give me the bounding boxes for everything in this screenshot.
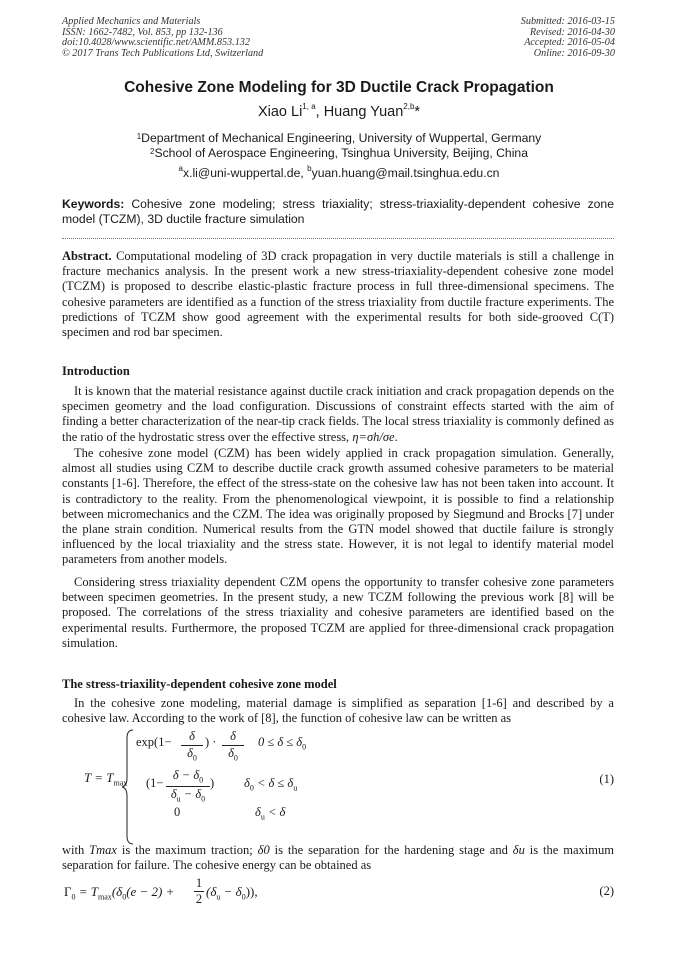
affiliation-1 (0, 131, 678, 146)
section-2-paragraph-1: In the cohesive zone modeling, material damage is simplified as separation [1-6] and described by a cohesive law. According to the work of [8], the function of cohesive law can be written as (62, 696, 614, 726)
eq2-rest (206, 884, 258, 902)
eq1-frac1-den: δ (187, 746, 193, 760)
intro-paragraph-3: Considering stress triaxiality dependent CZM opens the opportunity to transfer cohesive zone parameters between specimen geometries. In the present study, a new TCZM following the previous work [8] will be proposed. The correlations of the stress triaxiality and cohesive parameters are identified based on the experimental results. Furthermore, the proposed TCZM are applied for three-dimensional crack propagation simulation. (62, 575, 614, 650)
affiliation-2 (0, 146, 678, 161)
eq1-case2-close: ) (210, 776, 215, 790)
eq2-half-num: 1 (195, 876, 203, 890)
email-b-sup: b (307, 164, 312, 173)
s2p2-d0: δ0 (257, 843, 270, 857)
eq1-brace (120, 728, 136, 846)
email-a-sup: a (178, 164, 183, 173)
eq2-body-b: (e − 2) + (126, 884, 175, 899)
divider (62, 238, 614, 239)
eq1-case2-den-minus: − δ (180, 786, 202, 801)
eq1-case1-exp: exp(1− (136, 735, 172, 749)
intro-p1-text: It is known that the material resistance against ductile crack initiation and crack propagation depends on the specimen geometry and the load configuration. Discussions of constraint effects started with the aim of finding a better characterization of the near-tip crack fields. The local stress triaxiality is commonly defined as the ratio of the hydrostatic stress over the effective stress, (62, 384, 614, 444)
s2p2-tmax: Tmax (89, 843, 117, 857)
affiliations (0, 131, 678, 161)
copyright: © 2017 Trans Tech Publications Ltd, Switzerland (62, 47, 264, 59)
eq1-frac2-den: δ (228, 746, 234, 760)
eq1-case2-frac (166, 768, 210, 803)
emails (0, 166, 678, 180)
introduction-heading: Introduction (62, 364, 130, 378)
author-2-sup: 2,b (403, 102, 415, 111)
intro-paragraph-2: The cohesive zone model (CZM) has been widely applied in crack propagation simulation. Generally, almost all studies using CZM to describe ductile crack growth assumed cohesive parameters to be material constants [1-6]. Therefore, the effect of the stress-state on the cohesive law has not been taken into account. It is contradictory to the reality. From the phenomenological viewpoint, it is possible to find a relationship between micromechanics and the CZM. The idea was originally proposed by Siegmund and Brocks [7] under the plane strain condition. Numerical results from the GTN model showed that ductile failure is strongly influenced by the local triaxiality and the stress state. However, it is not legal to identify material model parameters from another models. (62, 446, 614, 567)
eq1-case2-cond (244, 776, 297, 793)
section-2-paragraph-2 (62, 843, 614, 873)
eq2-body-d-sub: 0 (241, 892, 246, 902)
dates-info (395, 17, 615, 59)
section-2-heading: The stress-triaxility-dependent cohesive zone model (62, 677, 337, 691)
eq1-case3-expr: 0 (174, 805, 181, 819)
doi[interactable]: doi:10.4028/www.scientific.net/AMM.853.132 (62, 37, 250, 48)
accepted-date: Accepted: 2016-05-04 (524, 37, 615, 48)
online-date: Online: 2016-09-30 (533, 47, 615, 59)
triaxiality-formula: η=σh/σe (352, 429, 395, 444)
eq2-half (194, 876, 204, 907)
eq1-case2-expr: (1− (146, 776, 164, 790)
eq1-case2-cond-d: δ (244, 776, 250, 790)
eq1-case2-den-u: u (176, 794, 181, 803)
eq1-case1-frac2 (222, 729, 244, 763)
keywords-text: Cohesive zone modeling; stress triaxiality; stress-triaxiality-dependent cohesive zone model (TCZM), 3D ductile fracture simulation (62, 197, 614, 226)
eq1-case2-cond-subu: u (293, 783, 298, 793)
authors (0, 104, 678, 120)
affiliation-2-sup: 2 (150, 147, 155, 156)
intro-p1-end: . (394, 429, 398, 444)
eq1-case2-num: δ − δ (172, 768, 200, 782)
eq1-case1-cond (258, 735, 306, 752)
abstract (62, 249, 614, 340)
eq1-case2-cond-sub0: 0 (249, 783, 254, 793)
eq2-gamma: Γ (64, 884, 72, 899)
eq1-case2-den-sub0: 0 (201, 794, 206, 803)
eq2-body-c-sub: u (216, 892, 221, 902)
affiliation-1-sup: 1 (136, 132, 142, 141)
abstract-label: Abstract. (62, 249, 112, 263)
abstract-text: Computational modeling of 3D crack propagation in very ductile materials is still a challenge in fracture mechanics analysis. In the present work a new stress-triaxiality-dependent cohesive zone model (TCZM) is proposed to describe elastic-plastic fracture process in full three-dimensional specimens. The cohesive parameters are identified as a function of the stress triaxiality from ductile fracture experiments. The predictions of TCZM show good agreement with the experimental results for both side-grooved C(T) specimen and rod bar specimen. (62, 249, 614, 340)
journal-info (62, 17, 362, 59)
s2p2-c: is the separation for the hardening stage and (269, 843, 513, 857)
eq2-body-a-sub: 0 (122, 892, 127, 902)
eq2-body-a: (δ (111, 884, 123, 899)
eq2-eqT: = T (75, 884, 99, 899)
eq1-case3-cond (255, 805, 285, 822)
author-2: Huang Yuan (323, 104, 404, 120)
eq1-case2-num-sub: 0 (199, 775, 204, 785)
keywords (62, 197, 614, 227)
eq2-half-den: 2 (195, 892, 203, 906)
intro-paragraph-1 (62, 384, 614, 445)
eq2-lhs (64, 884, 174, 902)
eq2-body-e: )), (245, 884, 258, 899)
eq1-frac1-den-sub: 0 (192, 753, 197, 763)
eq1-case1-expr (136, 735, 172, 750)
s2p2-a: with (62, 843, 90, 857)
s2p2-d: is the maximum separation for failure. The cohesive energy can be obtained as (62, 843, 614, 873)
eq1-lhs-text: T = T (84, 770, 114, 785)
author-1: Xiao Li (257, 104, 303, 120)
email-b[interactable]: yuan.huang@mail.tsinghua.edu.cn (311, 166, 500, 180)
paper-title: Cohesive Zone Modeling for 3D Ductile Crack Propagation (124, 79, 554, 96)
email-a[interactable]: x.li@uni-wuppertal.de, (182, 166, 308, 180)
author-1-sup: 1, a (302, 102, 316, 111)
eq1-case3-cond-d: δ (255, 805, 261, 819)
corresponding-star: * (414, 104, 421, 120)
equation-2-number: (2) (599, 884, 614, 898)
eq1-case1-frac1 (181, 729, 203, 763)
s2p2-du: δu (512, 843, 525, 857)
eq1-case2-den-du: δ (170, 786, 177, 801)
submitted-date: Submitted: 2016-03-15 (520, 16, 615, 27)
eq1-case3-cond-lt: < δ (264, 805, 286, 819)
author-sep: , (315, 104, 324, 120)
journal-name: Applied Mechanics and Materials (62, 16, 201, 27)
issn: ISSN: 1662-7482, Vol. 853, pp 132-136 (62, 26, 223, 38)
eq1-case1-cond-sub: 0 (302, 742, 307, 752)
keywords-label: Keywords: (62, 197, 125, 211)
eq1-case2-cond-lt: < δ ≤ δ (253, 776, 294, 790)
eq1-case1-cond-text: 0 ≤ δ ≤ δ (258, 735, 303, 749)
eq1-frac1-num: δ (189, 729, 195, 743)
eq1-case1-dot: ) · (205, 735, 217, 749)
eq2-body-d: − δ (220, 884, 242, 899)
affiliation-1-text: Department of Mechanical Engineering, University of Wuppertal, Germany (141, 131, 542, 145)
s2p2-b: is the maximum traction; (116, 843, 258, 857)
eq1-frac2-den-sub: 0 (233, 753, 238, 763)
equation-1-number: (1) (599, 772, 614, 786)
eq2-gamma-sub: 0 (71, 892, 76, 902)
revised-date: Revised: 2016-04-30 (529, 26, 615, 38)
eq1-frac2-num: δ (230, 729, 236, 743)
affiliation-2-text: School of Aerospace Engineering, Tsinghua University, Beijing, China (154, 146, 528, 160)
eq2-tmax-sub: max (98, 892, 112, 902)
eq1-case3-cond-subu: u (260, 812, 265, 822)
eq1-lhs-sub: max (113, 778, 128, 788)
eq2-body-c: (δ (206, 884, 217, 899)
